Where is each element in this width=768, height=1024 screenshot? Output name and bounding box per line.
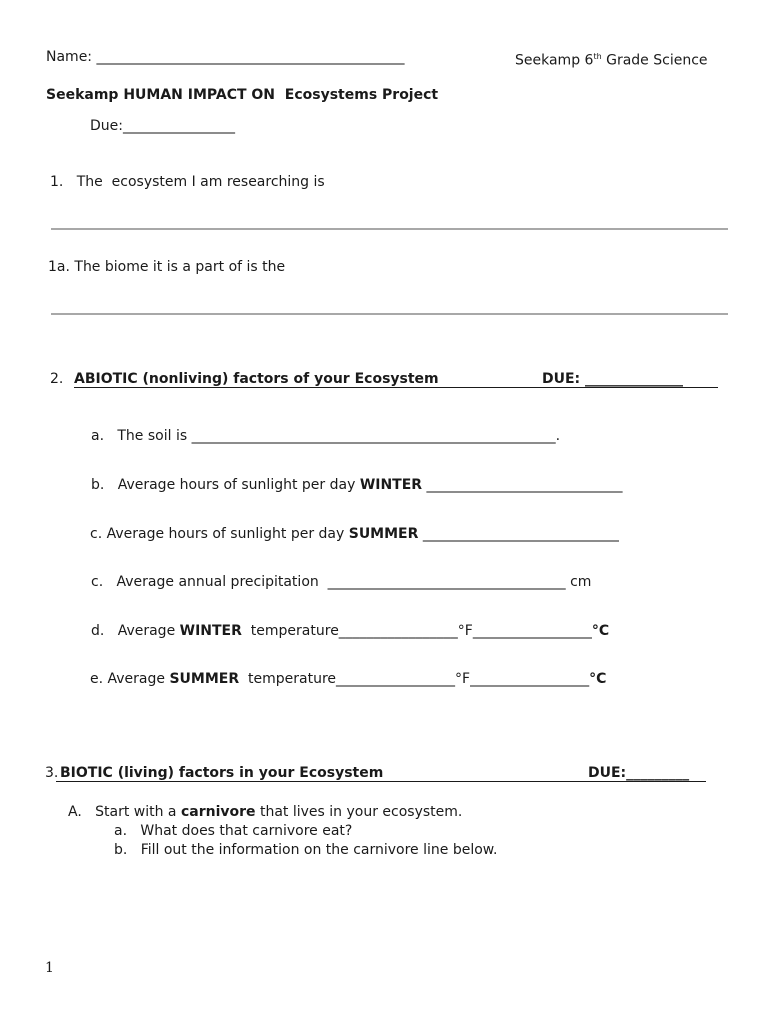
section-3-due: DUE:_________	[588, 765, 690, 781]
answer-rule-1a	[51, 313, 728, 315]
abiotic-item-b-post: ____________________________	[422, 477, 623, 493]
abiotic-item-c-precipitation: c. Average annual precipitation __________________________________ cm	[91, 574, 592, 590]
abiotic-item-e-unit: °C	[589, 671, 607, 687]
question-1: 1. The ecosystem I am researching is	[50, 174, 325, 190]
class-label-pre: Seekamp 6	[515, 52, 594, 69]
abiotic-item-c-sunlight	[90, 525, 619, 543]
abiotic-item-c1-pre: c. Average hours of sunlight per day	[90, 526, 349, 542]
biotic-item-A-bold: carnivore	[180, 804, 256, 820]
class-label	[515, 48, 708, 70]
abiotic-item-d-bold: WINTER	[179, 623, 242, 639]
abiotic-item-c1-post: ____________________________	[418, 526, 619, 542]
abiotic-item-b-bold: WINTER	[359, 477, 423, 493]
abiotic-item-b	[91, 476, 623, 494]
answer-rule-1	[51, 228, 728, 230]
name-line: Name: ____________________________________________	[46, 49, 405, 65]
biotic-item-A	[68, 803, 462, 821]
class-label-post: Grade Science	[601, 52, 708, 69]
abiotic-item-a: a. The soil is ____________________________________________________.	[91, 428, 561, 444]
abiotic-item-e-pre: e. Average	[90, 671, 170, 687]
abiotic-item-d	[91, 622, 609, 640]
abiotic-item-d-post: temperature_________________°F_________________	[241, 623, 592, 639]
abiotic-item-d-unit: °C	[591, 623, 610, 639]
abiotic-item-e	[90, 670, 606, 688]
biotic-item-A-pre: A. Start with a	[68, 804, 181, 820]
section-3-heading: BIOTIC (living) factors in your Ecosystem	[60, 765, 384, 781]
section-2-heading: ABIOTIC (nonliving) factors of your Ecosystem	[74, 371, 439, 387]
class-label-sup: th	[593, 52, 602, 61]
biotic-item-A-post: that lives in your ecosystem.	[255, 804, 463, 820]
section-2-due: DUE: ______________	[542, 371, 684, 387]
abiotic-item-b-pre: b. Average hours of sunlight per day	[91, 477, 360, 493]
abiotic-item-d-pre: d. Average	[91, 623, 180, 639]
biotic-subitem-b: b. Fill out the information on the carnivore line below.	[114, 842, 498, 858]
due-line: Due:________________	[90, 118, 235, 134]
abiotic-item-e-post: temperature_________________°F_________________	[239, 671, 590, 687]
section-3-number: 3.	[45, 765, 59, 781]
biotic-subitem-a: a. What does that carnivore eat?	[114, 823, 353, 839]
abiotic-item-e-bold: SUMMER	[169, 671, 240, 687]
section-2-number: 2.	[50, 371, 64, 387]
abiotic-item-c1-bold: SUMMER	[348, 526, 419, 542]
page-title: Seekamp HUMAN IMPACT ON Ecosystems Project	[46, 87, 439, 103]
page-number: 1	[45, 960, 54, 976]
question-1a: 1a. The biome it is a part of is the	[48, 259, 286, 275]
